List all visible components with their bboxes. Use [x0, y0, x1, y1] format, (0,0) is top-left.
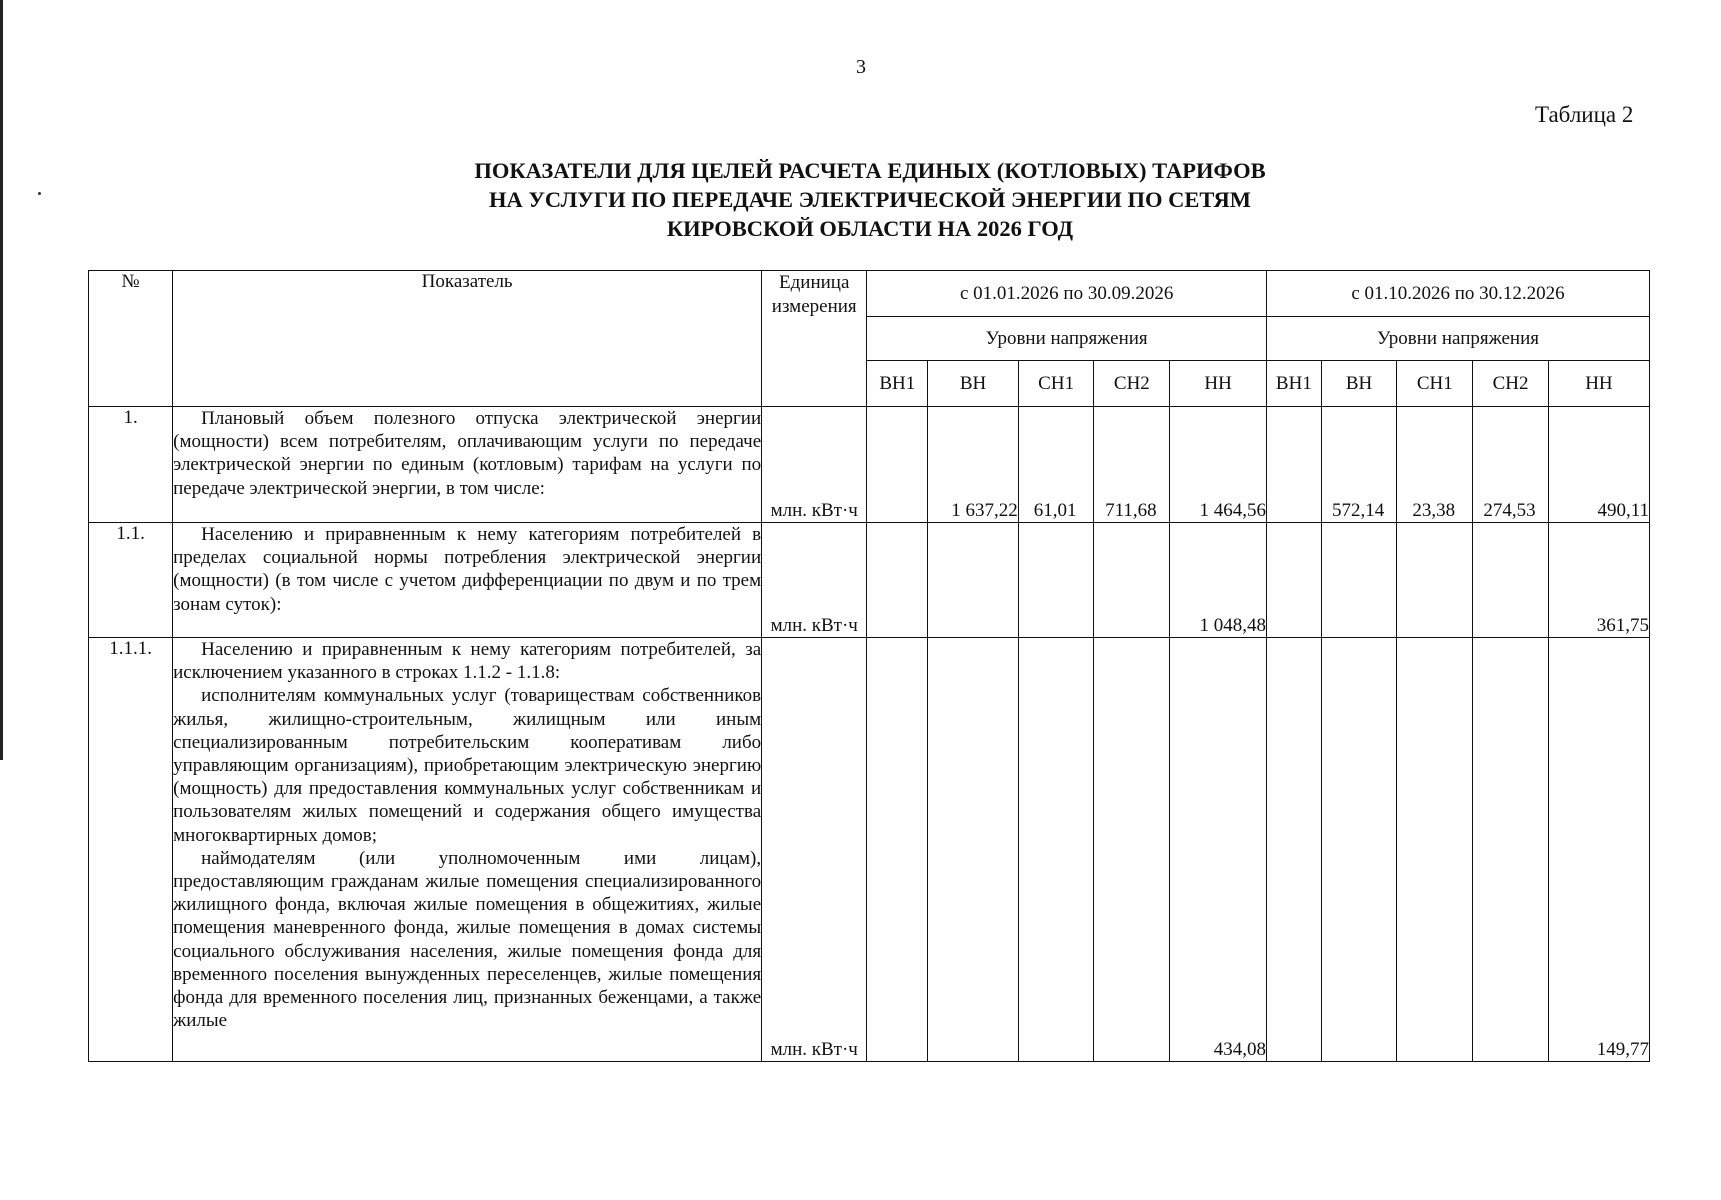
header-row [89, 271, 1650, 317]
header-period-1: с 01.01.2026 по 30.09.2026 [867, 271, 1267, 317]
description-paragraph: Населению и приравненным к нему категориям потребителей в пределах социальной нормы потребления электрической энергии (мощности) (в том числе с учетом дифференциации по двум и по трем зонам суток): [173, 524, 762, 615]
description-paragraph: исполнителям коммунальных услуг (товариществам собственников жилья, жилищно-строительным, жилищным или иным специализированным потребительским кооперативам либо управляющим организациям), приобретающим электрическую энергию (мощность) для предоставления коммунальных услуг собственникам и пользователям жилых помещений и содержания общего имущества многоквартирных домов; [173, 685, 762, 846]
document-title [340, 156, 1400, 243]
value-cell [1267, 638, 1322, 1062]
row-unit: млн. кВт·ч [762, 407, 867, 523]
value-cell: 61,01 [1018, 407, 1094, 523]
header-level: СН2 [1094, 361, 1170, 407]
title-line: НА УСЛУГИ ПО ПЕРЕДАЧЕ ЭЛЕКТРИЧЕСКОЙ ЭНЕРГИИ ПО СЕТЯМ [489, 187, 1251, 212]
header-unit: Единица измерения [762, 271, 867, 407]
header-num: № [89, 271, 173, 407]
row-description [173, 638, 762, 1062]
page-number: 3 [856, 56, 866, 78]
header-period-2: с 01.10.2026 по 30.12.2026 [1267, 271, 1650, 317]
value-cell [1094, 523, 1170, 638]
value-cell [1397, 638, 1473, 1062]
table-row [89, 638, 1650, 1062]
tariff-table [88, 270, 1650, 1062]
value-cell [1018, 638, 1094, 1062]
row-number: 1. [89, 407, 173, 523]
value-cell [867, 523, 928, 638]
header-level: НН [1170, 361, 1267, 407]
value-cell [1321, 523, 1397, 638]
row-description [173, 523, 762, 638]
value-cell [1267, 523, 1322, 638]
header-level: СН2 [1473, 361, 1549, 407]
header-level: СН1 [1397, 361, 1473, 407]
table-label: Таблица 2 [1535, 102, 1634, 127]
value-cell [1267, 407, 1322, 523]
value-cell [867, 638, 928, 1062]
header-voltage-levels: Уровни напряжения [1267, 317, 1650, 361]
header-indicator: Показатель [173, 271, 762, 407]
value-cell: 490,11 [1548, 407, 1649, 523]
value-cell: 149,77 [1548, 638, 1649, 1062]
title-line: КИРОВСКОЙ ОБЛАСТИ НА 2026 ГОД [666, 216, 1074, 241]
header-level: ВН [928, 361, 1018, 407]
value-cell [1473, 638, 1549, 1062]
description-paragraph: Населению и приравненным к нему категориям потребителей, за исключением указанного в строках 1.1.2 - 1.1.8: [173, 639, 762, 684]
header-level: НН [1548, 361, 1649, 407]
value-cell: 572,14 [1321, 407, 1397, 523]
value-cell [1473, 523, 1549, 638]
table-row [89, 407, 1650, 523]
header-level: СН1 [1018, 361, 1094, 407]
value-cell [1397, 523, 1473, 638]
value-cell [1018, 523, 1094, 638]
value-cell [928, 523, 1018, 638]
value-cell: 711,68 [1094, 407, 1170, 523]
value-cell: 1 048,48 [1170, 523, 1267, 638]
value-cell [867, 407, 928, 523]
row-description [173, 407, 762, 523]
title-line: ПОКАЗАТЕЛИ ДЛЯ ЦЕЛЕЙ РАСЧЕТА ЕДИНЫХ (КОТЛОВЫХ) ТАРИФОВ [474, 158, 1266, 183]
value-cell: 274,53 [1473, 407, 1549, 523]
description-paragraph: наймодателям (или уполномоченным ими лицам), предоставляющим гражданам жилые помещения специализированного жилищного фонда, включая жилые помещения в общежитиях, жилые помещения маневренного фонда, жилые помещения в домах системы социального обслуживания населения, жилые помещения фонда для временного поселения вынужденных переселенцев, жилые помещения фонда для временного поселения лиц, признанных беженцами, а также жилые [173, 847, 762, 1032]
row-unit: млн. кВт·ч [762, 638, 867, 1062]
value-cell: 1 464,56 [1170, 407, 1267, 523]
header-voltage-levels: Уровни напряжения [867, 317, 1267, 361]
value-cell: 1 637,22 [928, 407, 1018, 523]
value-cell [1321, 638, 1397, 1062]
scan-speck [38, 192, 41, 195]
value-cell: 23,38 [1397, 407, 1473, 523]
value-cell [928, 638, 1018, 1062]
header-level: ВН1 [1267, 361, 1322, 407]
table-row [89, 523, 1650, 638]
value-cell [1094, 638, 1170, 1062]
row-number: 1.1. [89, 523, 173, 638]
header-level: ВН [1321, 361, 1397, 407]
row-unit: млн. кВт·ч [762, 523, 867, 638]
scan-left-edge [0, 0, 3, 760]
value-cell: 434,08 [1170, 638, 1267, 1062]
row-number: 1.1.1. [89, 638, 173, 1062]
header-level: ВН1 [867, 361, 928, 407]
description-paragraph: Плановый объем полезного отпуска электрической энергии (мощности) всем потребителям, оплачивающим услуги по передаче электрической энергии по единым (котловым) тарифам на услуги по передаче электрической энергии, в том числе: [173, 408, 762, 499]
value-cell: 361,75 [1548, 523, 1649, 638]
